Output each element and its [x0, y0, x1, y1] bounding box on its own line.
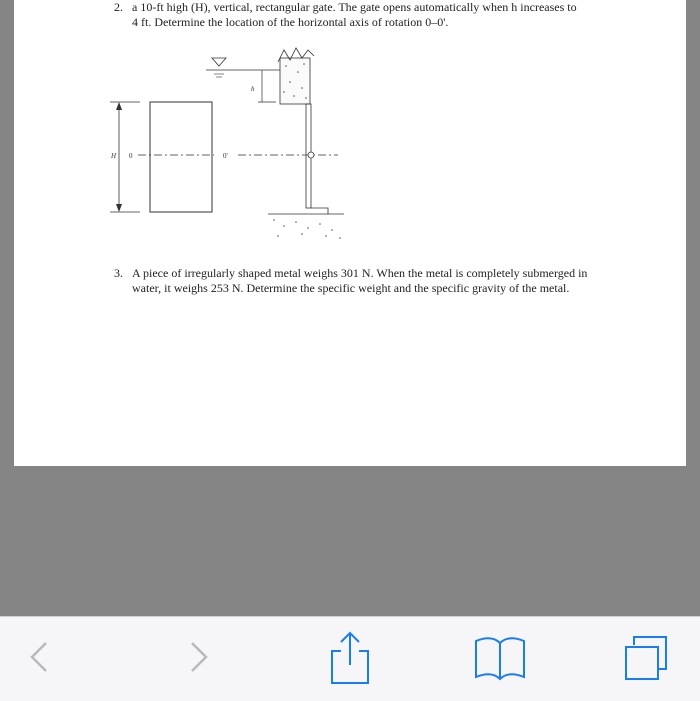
chevron-left-icon	[32, 643, 46, 671]
browser-toolbar	[0, 616, 700, 701]
label-H: H	[110, 152, 116, 160]
water-surface-icon	[212, 58, 226, 66]
forward-button[interactable]	[182, 637, 214, 677]
bookmarks-button[interactable]	[472, 633, 528, 683]
book-icon	[476, 638, 524, 679]
problem-text: a 10-ft high (H), vertical, rectangular gate. The gate opens automatically when h increases to 4 ft. Determine the location of the horizontal axis of rotation 0–0'.	[132, 0, 577, 29]
problem-number: 3.	[114, 266, 123, 280]
share-button[interactable]	[326, 627, 374, 687]
back-button[interactable]	[24, 637, 56, 677]
problem-text: A piece of irregularly shaped metal weighs 301 N. When the metal is completely submerged in water, it weighs 253 N. Determine the specific weight and the specific gravity of the metal.	[132, 266, 588, 295]
gate-stop	[311, 208, 328, 214]
chevron-right-icon	[192, 643, 206, 671]
tabs-button[interactable]	[620, 633, 672, 687]
document-page	[14, 0, 686, 466]
problem-number: 2.	[114, 0, 123, 14]
concrete-wall	[280, 58, 310, 104]
floor-texture	[273, 219, 341, 239]
gate-diagram	[14, 0, 686, 260]
share-icon	[332, 633, 368, 683]
gate-front-view	[150, 102, 212, 212]
arrow-down-icon	[116, 204, 122, 212]
arrow-up-icon	[116, 102, 122, 110]
label-h: h	[251, 85, 255, 93]
label-0: 0	[129, 152, 133, 160]
tabs-icon	[626, 637, 666, 679]
label-0-prime: 0'	[223, 152, 228, 160]
pivot-icon	[308, 152, 314, 158]
